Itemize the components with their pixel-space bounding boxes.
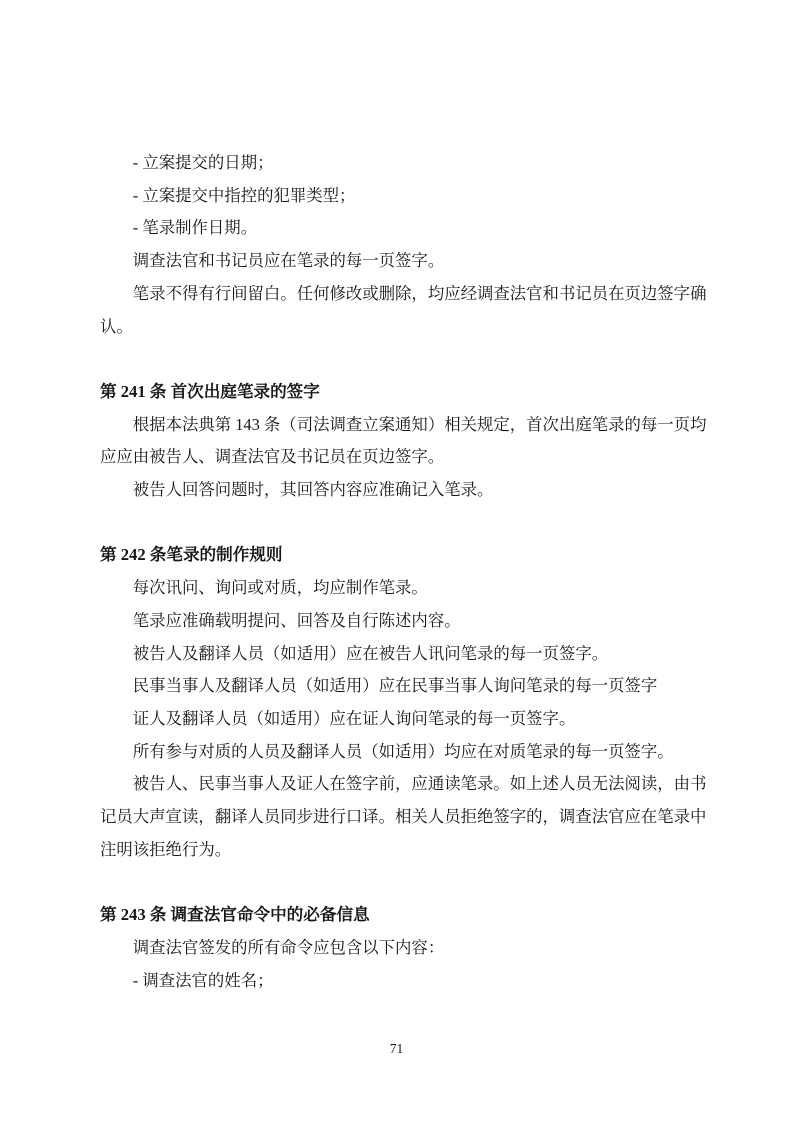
section-heading-article-243: 第 243 条 调查法官命令中的必备信息	[100, 905, 370, 925]
paragraph-no-blank-lines: 笔录不得有行间留白。任何修改或删除，均应经调查法官和书记员在页边签字确认。	[100, 283, 707, 336]
paragraph-article-242-1: 每次讯问、询问或对质，均应制作笔录。	[132, 578, 428, 598]
paragraph-article-242-3: 被告人及翻译人员（如适用）应在被告人讯问笔录的每一页签字。	[132, 643, 609, 663]
paragraph-article-241-1: 根据本法典第 143 条（司法调查立案通知）相关规定，首次出庭笔录的每一页均应应由被告人、调查法官及书记员在页边签字。	[100, 414, 707, 467]
paragraph-article-242-5: 证人及翻译人员（如适用）应在证人询问笔录的每一页签字。	[132, 708, 576, 728]
list-item-record-date: - 笔录制作日期。	[132, 218, 258, 238]
paragraph-article-241-2: 被告人回答问题时，其回答内容应准确记入笔录。	[132, 480, 494, 500]
page-number: 71	[389, 1041, 404, 1056]
section-heading-article-242: 第 242 条笔录的制作规则	[100, 545, 283, 565]
paragraph-article-242-2: 笔录应准确载明提问、回答及自行陈述内容。	[132, 610, 461, 630]
paragraph-signature-every-page: 调查法官和书记员应在笔录的每一页签字。	[132, 251, 445, 271]
paragraph-article-242-6: 所有参与对质的人员及翻译人员（如适用）均应在对质笔录的每一页签字。	[132, 741, 674, 761]
paragraph-article-243-1: 调查法官签发的所有命令应包含以下内容：	[132, 937, 445, 957]
list-item-crime-type: - 立案提交中指控的犯罪类型；	[132, 185, 356, 205]
page-content	[100, 147, 710, 997]
paragraph-article-242-4: 民事当事人及翻译人员（如适用）应在民事当事人询问笔录的每一页签字	[132, 676, 658, 696]
paragraph-article-242-7: 被告人、民事当事人及证人在签字前，应通读笔录。如上述人员无法阅读，由书记员大声宣读，翻译人员同步进行口译。相关人员拒绝签字的，调查法官应在笔录中注明该拒绝行为。	[100, 774, 707, 859]
list-item-filing-date: - 立案提交的日期；	[132, 153, 274, 172]
section-heading-article-241: 第 241 条 首次出庭笔录的签字	[100, 381, 320, 401]
list-item-judge-name: - 调查法官的姓名；	[132, 970, 274, 990]
